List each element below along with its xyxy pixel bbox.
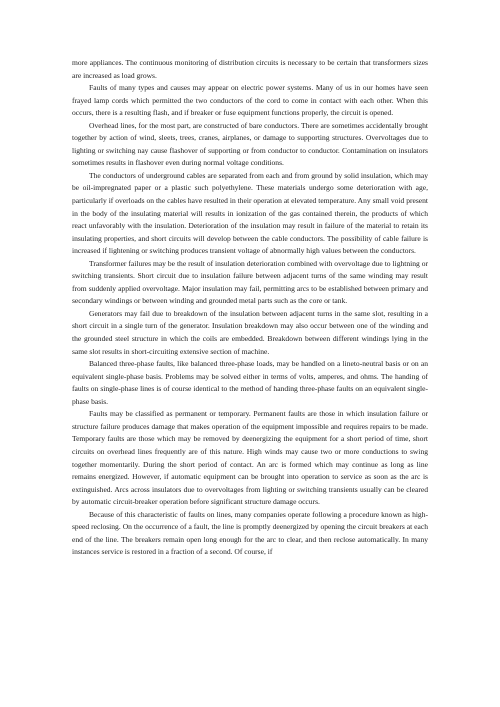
paragraph-transformer-failures: Transformer failures may be the result of insulation deterioration combined with overvoltage due to lightning or switching transients. Short circuit due to insulation failure between adjacent turns of the same winding may result from suddenly applied overvoltage. Major insulation may fail, permitting arcs to be established between primary and secondary windings or between winding and grounded metal parts such as the core or tank. — [72, 258, 428, 306]
paragraph-overhead-lines: Overhead lines, for the most part, are constructed of bare conductors. There are sometimes accidentally brought together by action of wind, sleets, trees, cranes, airplanes, or damage to supporting structures. Overvoltages due to lighting or switching nay cause flashover of supporting or from conductor to conductor. Contamination on insulators sometimes results in flashover even during normal voltage conditions. — [72, 120, 428, 168]
document-page — [72, 57, 428, 559]
paragraph-continued: more appliances. The continuous monitoring of distribution circuits is necessary to be certain that transformers sizes are increased as load grows. — [72, 58, 428, 80]
paragraph-high-speed-reclosing: Because of this characteristic of faults on lines, many companies operate following a procedure known as high-speed reclosing. On the occurrence of a fault, the line is promptly deenergized by opening the circuit breakers at each end of the line. The breakers remain open long enough for the arc to clear, and then reclose automatically. In many instances service is restored in a fraction of a second. Of course, if — [72, 509, 428, 557]
paragraph-balanced-faults: Balanced three-phase faults, like balanced three-phase loads, may be handled on a lineto-neutral basis or on an equivalent single-phase basis. Problems may be solved either in terms of volts, amperes, and ohms. The handing of faults on single-phase lines is of course identical to the method of handing three-phase faults on an equivalent single-phase basis. — [72, 359, 428, 406]
paragraph-generator-failures: Generators may fail due to breakdown of the insulation between adjacent turns in the same slot, resulting in a short circuit in a single turn of the generator. Insulation breakdown may also occur between one of the winding and the grounded steel structure in which the coils are embedded. Breakdown between different windings lying in the same slot results in short-circuiting extensive section of machine. — [72, 308, 428, 356]
paragraph-underground-cables: The conductors of underground cables are separated from each and from ground by solid insulation, which may be oil-impregnated paper or a plastic such polyethylene. These materials undergo some deterioration with age, particularly if overloads on the cables have resulted in their operation at elevated temperature. Any small void present in the body of the insulating material will results in ionization of the gas contained therein, the products of which react unfavorably with the insulation. Deterioration of the insulation may result in failure of the material to retain its insulating properties, and short circuits will develop between the cable conductors. The possibility of cable failure is increased if lightening or switching produces transient voltage of abnormally high values between the conductors. — [72, 170, 428, 256]
paragraph-fault-classification: Faults may be classified as permanent or temporary. Permanent faults are those in which insulation failure or structure failure produces damage that makes operation of the equipment impossible and requires repairs to be made. Temporary faults are those which may be removed by deenergizing the equipment for a short period of time, short circuits on overhead lines frequently are of this nature. High winds may cause two or more conductions to swing together momentarily. During the short period of contact. An arc is formed which may continue as long as line remains energized. However, if automatic equipment can be brought into operation to service as soon as the arc is extinguished. Arcs across insulators due to overvoltages from lighting or switching transients usually can be cleared by automatic circuit-breaker operation before significant structure damage occurs. — [72, 409, 428, 507]
paragraph-faults-types: Faults of many types and causes may appear on electric power systems. Many of us in our homes have seen frayed lamp cords which permitted the two conductors of the cord to come in contact with each other. When this occurs, there is a resulting flash, and if breaker or fuse equipment functions properly, the circuit is opened. — [72, 83, 428, 118]
